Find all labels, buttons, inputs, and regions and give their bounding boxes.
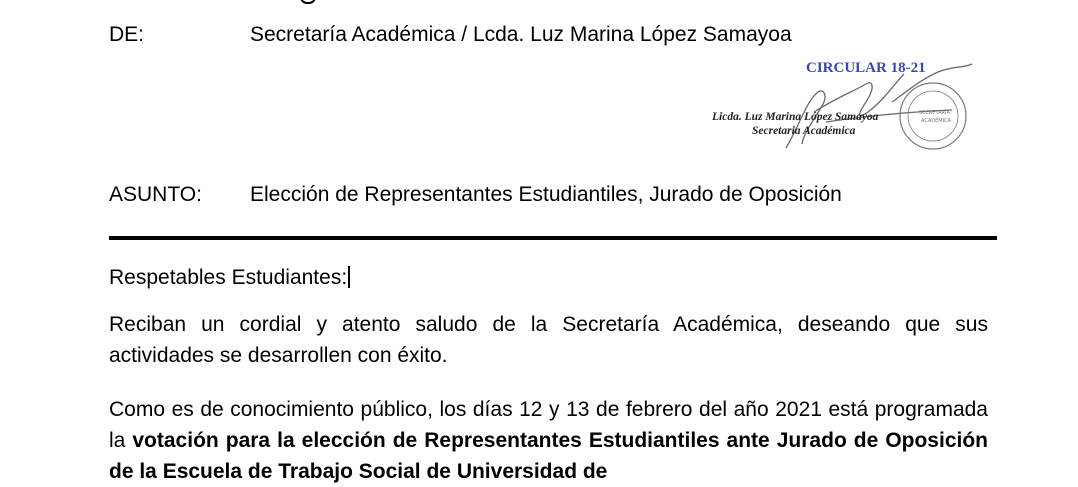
from-value: Secretaría Académica / Lcda. Luz Marina López Samayoa (250, 23, 792, 46)
signature-stamp (706, 62, 976, 154)
paragraph-2 (109, 394, 988, 487)
from-label: DE: (109, 23, 145, 46)
greeting-text: Respetables Estudiantes: (109, 266, 348, 289)
paragraph-1: Reciban un cordial y atento saludo de la Secretaría Académica, deseando que sus actividades se desarrollen con éxito. (109, 313, 988, 367)
svg-text:ACADÉMICA: ACADÉMICA (921, 118, 951, 124)
horizontal-divider (109, 236, 997, 240)
circular-number: CIRCULAR 18-21 (806, 60, 926, 76)
signer-block (712, 110, 878, 138)
signer-title: Secretaria Académica (752, 125, 856, 137)
svg-text:SECRETARÍA: SECRETARÍA (919, 110, 950, 116)
text-cursor (348, 266, 350, 288)
subject-label: ASUNTO: (109, 183, 202, 206)
subject-value: Elección de Representantes Estudiantiles, Jurado de Oposición (250, 183, 842, 206)
greeting-paragraph (109, 262, 988, 293)
paragraph-2-intro: Como es de conocimiento público, los días 12 y 13 de febrero del año 2021 está programada la (109, 398, 988, 452)
seal-stamp (900, 83, 966, 149)
cropped-top-glyph (300, 0, 330, 4)
signer-name: Licda. Luz Marina López Samayoa (712, 111, 879, 123)
paragraph-2-bold: votación para la elección de Representantes Estudiantiles ante Jurado de Oposición de la Escuela de Trabajo Social de Universidad de (109, 429, 988, 483)
